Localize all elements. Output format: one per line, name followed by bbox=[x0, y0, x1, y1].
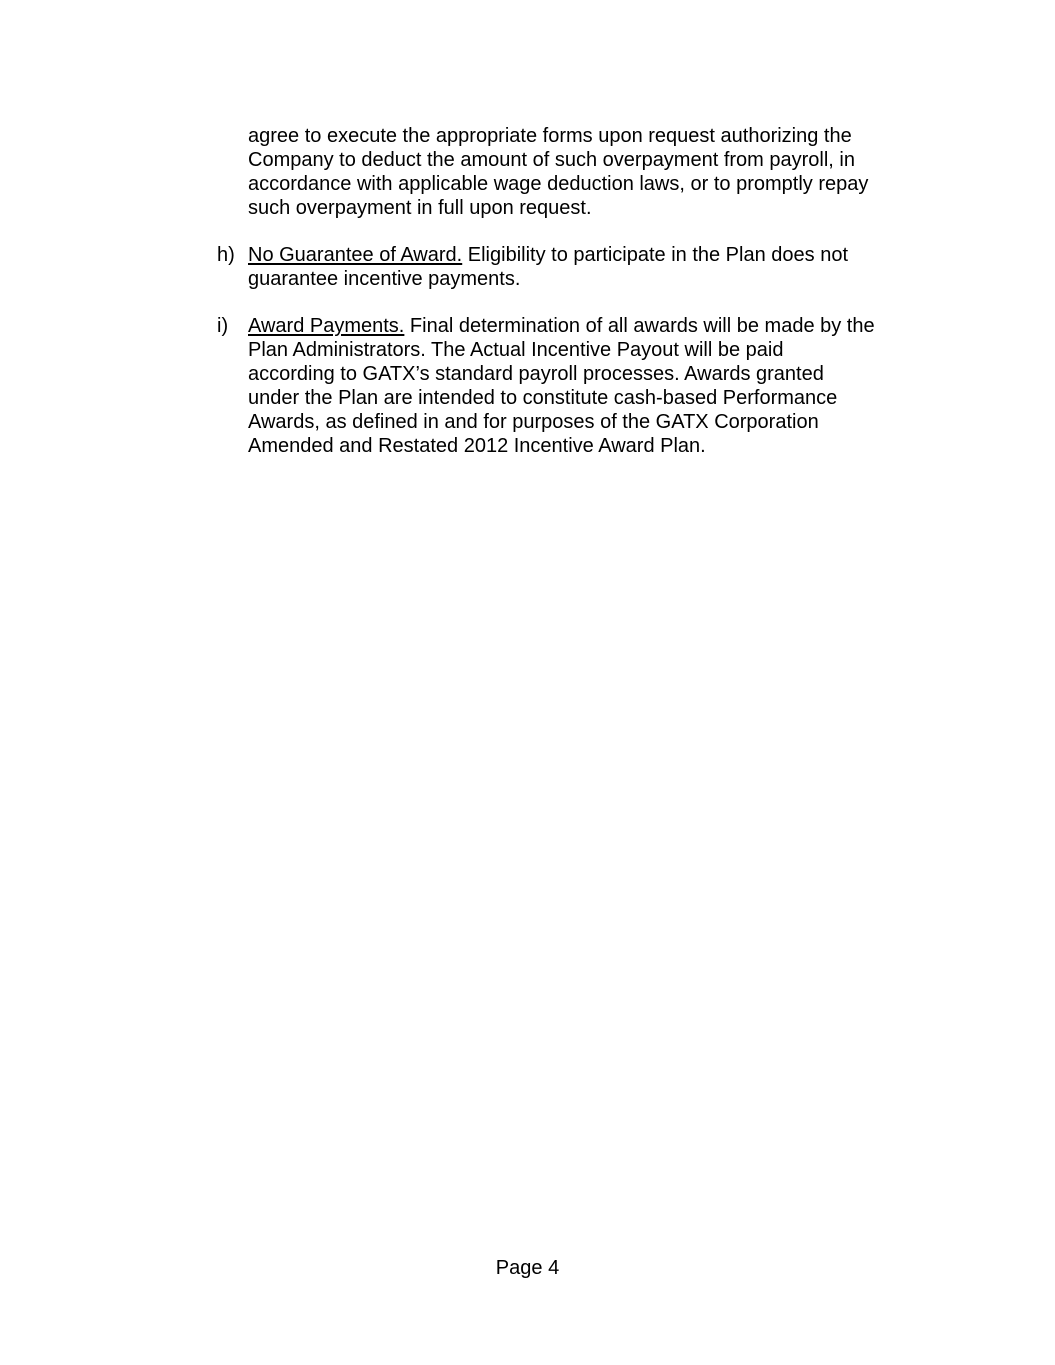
paragraph-line: Company to deduct the amount of such overpayment from payroll, in bbox=[248, 149, 855, 171]
paragraph-line bbox=[248, 243, 928, 267]
paragraph-line: agree to execute the appropriate forms upon request authorizing the bbox=[248, 125, 852, 147]
section-heading: No Guarantee of Award. bbox=[248, 244, 463, 266]
paragraph-line: Plan Administrators. The Actual Incentive Payout will be paid bbox=[248, 339, 784, 361]
paragraph-line: Awards, as defined in and for purposes of the GATX Corporation bbox=[248, 411, 819, 433]
paragraph-text: Final determination of all awards will be made by the bbox=[404, 315, 875, 337]
list-marker-i: i) bbox=[217, 315, 229, 337]
paragraph-line bbox=[248, 314, 928, 338]
paragraph-line: such overpayment in full upon request. bbox=[248, 197, 592, 219]
paragraph-line: accordance with applicable wage deduction laws, or to promptly repay bbox=[248, 173, 869, 195]
page-number: Page 4 bbox=[495, 1257, 560, 1279]
list-item-no-guarantee-of-award bbox=[248, 243, 928, 291]
continuation-paragraph bbox=[248, 124, 928, 220]
section-heading: Award Payments. bbox=[248, 315, 405, 337]
paragraph-line: according to GATX’s standard payroll processes. Awards granted bbox=[248, 363, 824, 385]
paragraph-line: guarantee incentive payments. bbox=[248, 268, 521, 290]
paragraph-text: Eligibility to participate in the Plan does not bbox=[462, 244, 848, 266]
paragraph-line: Amended and Restated 2012 Incentive Award Plan. bbox=[248, 435, 706, 457]
list-marker-h: h) bbox=[217, 244, 235, 266]
paragraph-line: under the Plan are intended to constitute cash-based Performance bbox=[248, 387, 838, 409]
list-item-award-payments bbox=[248, 314, 928, 458]
